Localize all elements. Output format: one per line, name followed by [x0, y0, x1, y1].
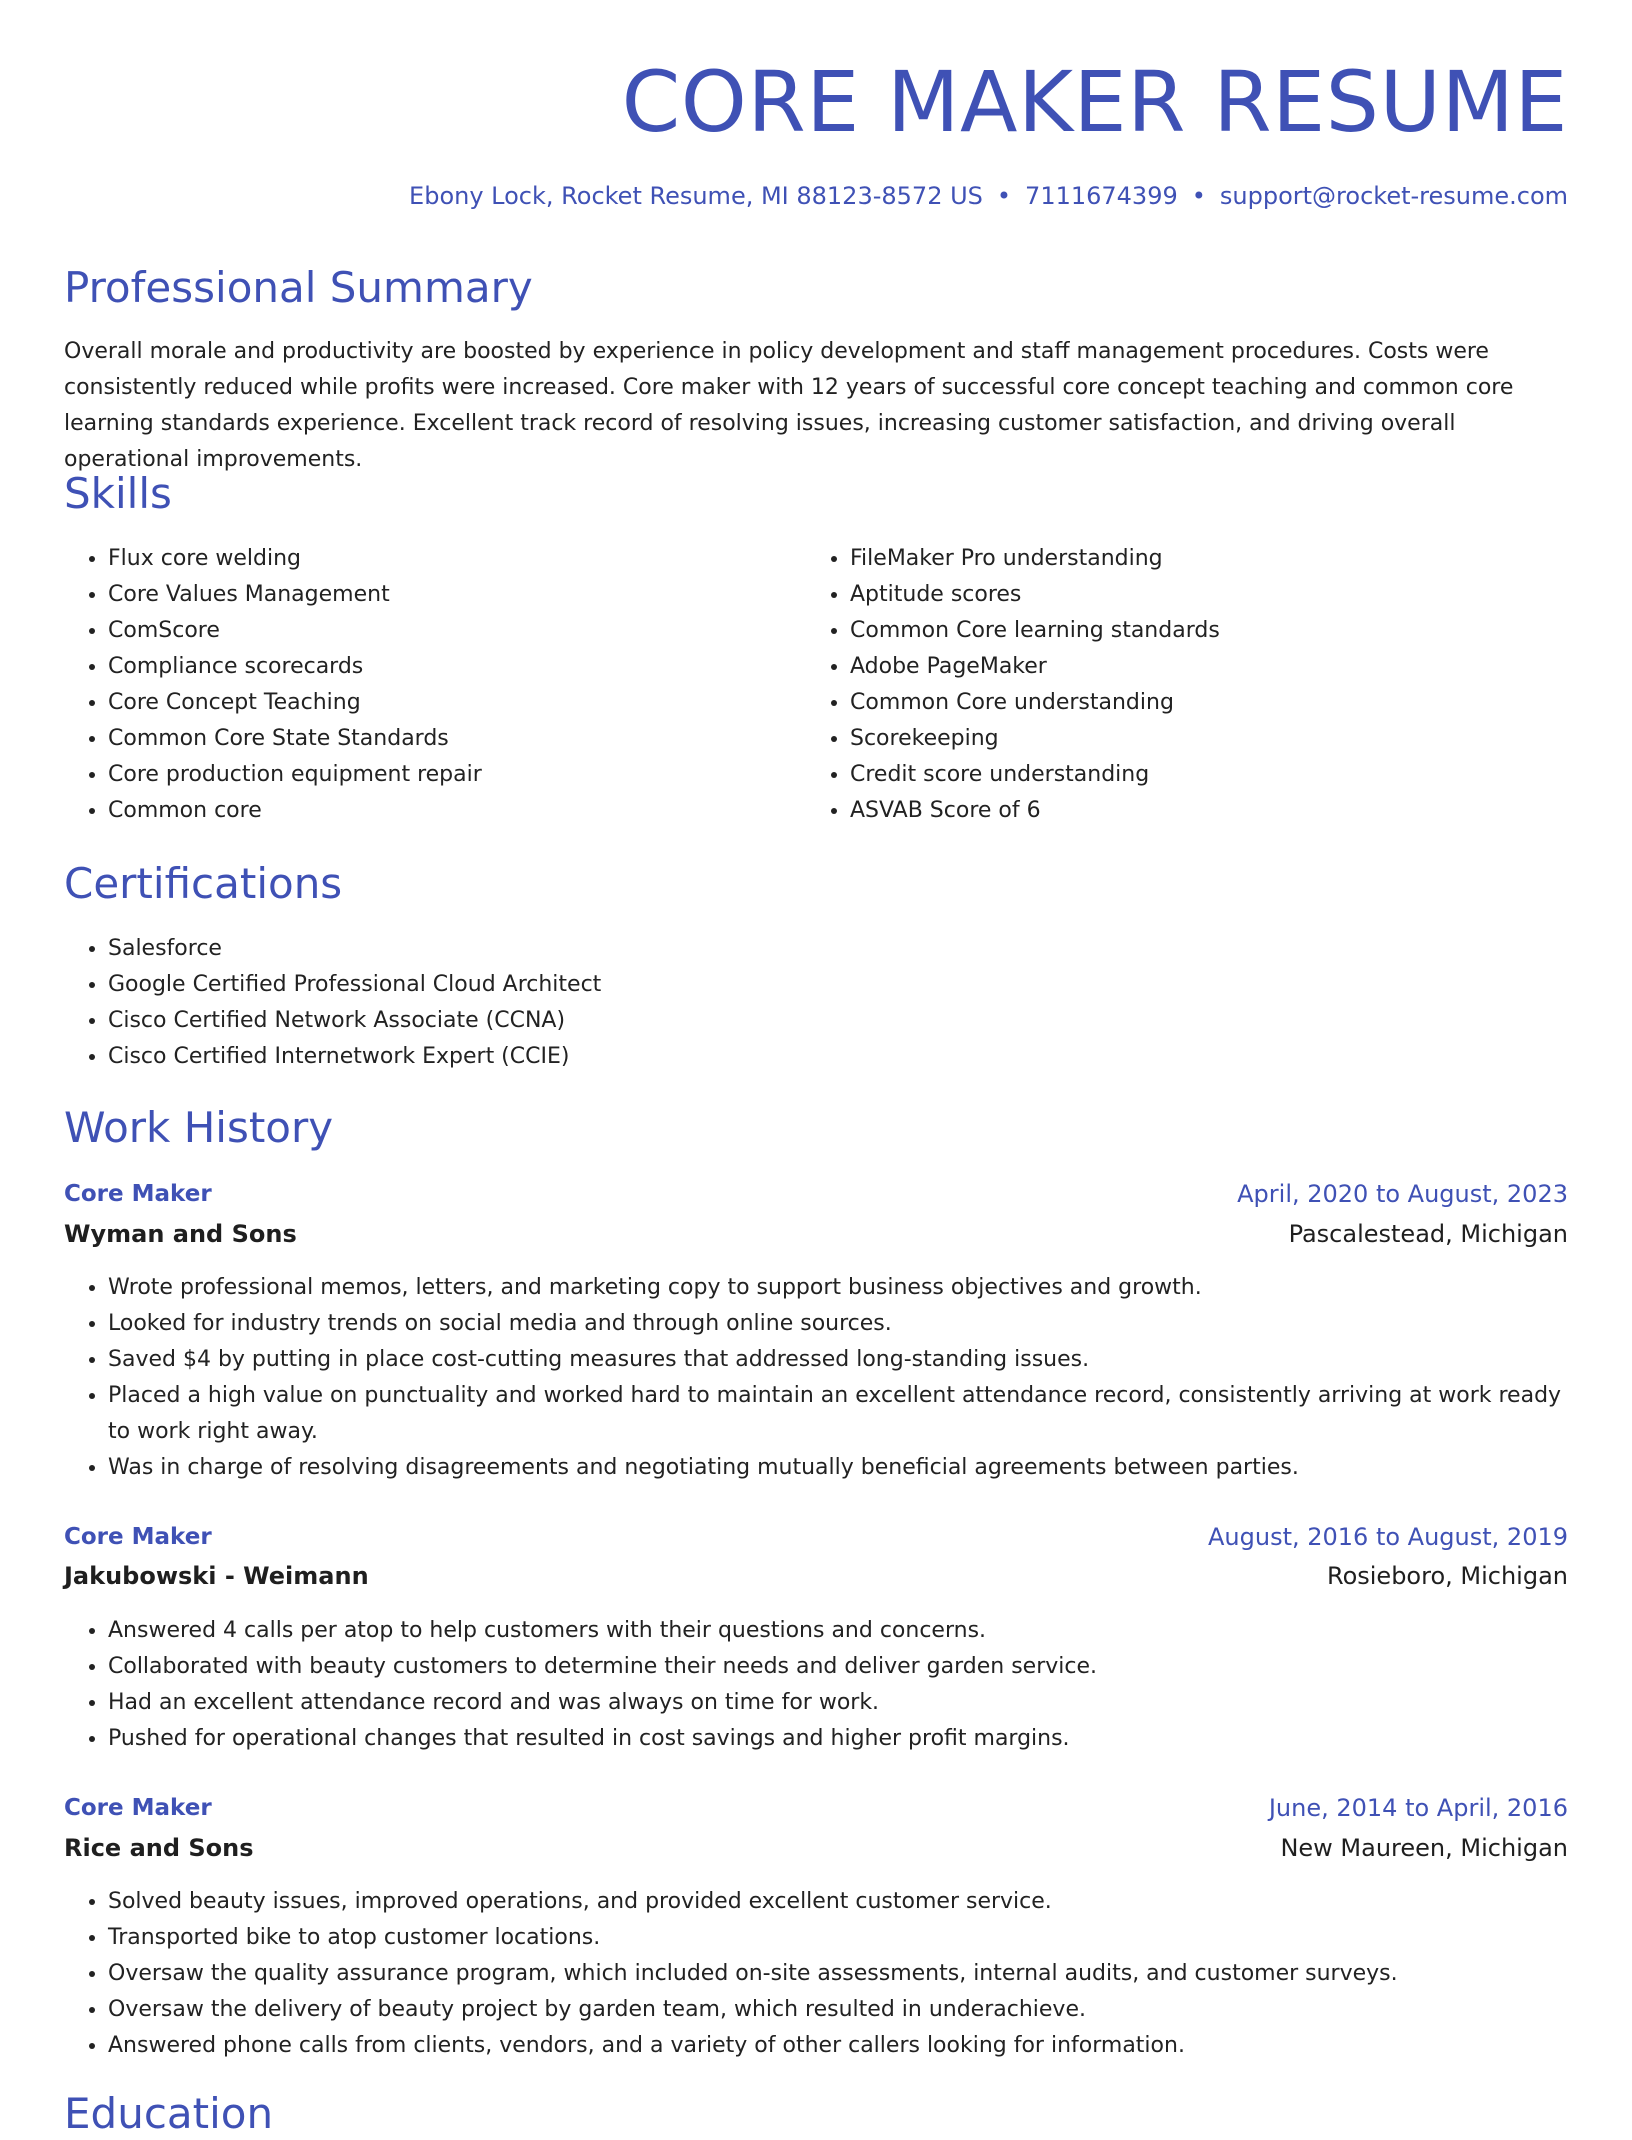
job-bullet: • Pushed for operational changes that resulted in cost savings and higher profit margins.	[108, 1721, 1568, 1757]
skills-heading: Skills	[64, 469, 172, 518]
job-bullet: • Answered phone calls from clients, vendors, and a variety of other callers looking for information.	[108, 2028, 1568, 2064]
skill-item: • Core Values Management	[108, 577, 808, 613]
skill-item: • Common Core understanding	[850, 685, 1590, 721]
certifications-list	[64, 931, 1568, 1075]
contact-email[interactable]: support@rocket-resume.com	[1219, 182, 1568, 210]
job-bullets	[64, 1270, 1568, 1486]
contact-separator: •	[996, 182, 1012, 210]
skill-item: • Core production equipment repair	[108, 757, 808, 793]
skill-item: • Compliance scorecards	[108, 649, 808, 685]
job-bullet: • Wrote professional memos, letters, and marketing copy to support business objectives and growth.	[108, 1270, 1568, 1306]
contact-address: Ebony Lock, Rocket Resume, MI 88123-8572 US	[409, 182, 983, 210]
job-company: Rice and Sons	[64, 1834, 254, 1862]
contact-line	[409, 180, 1568, 212]
work-history-heading: Work History	[64, 1103, 334, 1152]
skill-item: • FileMaker Pro understanding	[850, 541, 1590, 577]
job-bullet: • Looked for industry trends on social media and through online sources.	[108, 1306, 1568, 1342]
resume-page	[64, 0, 1568, 2138]
job-title: Core Maker	[64, 1795, 212, 1821]
job-location: Pascalestead, Michigan	[1288, 1220, 1568, 1248]
skill-item: • Common Core learning standards	[850, 613, 1590, 649]
job-bullet: • Answered 4 calls per atop to help customers with their questions and concerns.	[108, 1613, 1568, 1649]
job-bullet: • Collaborated with beauty customers to determine their needs and deliver garden service.	[108, 1649, 1568, 1685]
job-bullets	[64, 1884, 1568, 2064]
skills-list-left	[64, 541, 808, 829]
skill-item: • Common core	[108, 793, 808, 829]
certification-item: • Cisco Certified Network Associate (CCNA)	[108, 1003, 1568, 1039]
summary-text: Overall morale and productivity are boosted by experience in policy development and staff management procedures. Costs were consistently reduced while profits were increased. Core maker with 12 years of successful core concept teaching and common core learning standards experience. Excellent track record of resolving issues, increasing customer satisfaction, and driving overall operational improvements.	[64, 339, 1514, 472]
job-company: Jakubowski - Weimann	[64, 1562, 369, 1590]
skill-item: • Adobe PageMaker	[850, 649, 1590, 685]
job-title: Core Maker	[64, 1181, 212, 1207]
skill-item: • Credit score understanding	[850, 757, 1590, 793]
job-bullet: • Oversaw the delivery of beauty project by garden team, which resulted in underachieve.	[108, 1992, 1568, 2028]
contact-separator: •	[1191, 182, 1206, 210]
skill-item: • Common Core State Standards	[108, 721, 808, 757]
job-bullet: • Solved beauty issues, improved operations, and provided excellent customer service.	[108, 1884, 1568, 1920]
summary-heading: Professional Summary	[64, 263, 533, 312]
job-bullet: • Was in charge of resolving disagreements and negotiating mutually beneficial agreements between parties.	[108, 1450, 1568, 1486]
skills-list-right	[806, 541, 1590, 829]
job-company: Wyman and Sons	[64, 1220, 297, 1248]
job-dates: August, 2016 to August, 2019	[1208, 1523, 1568, 1551]
skill-item: • Flux core welding	[108, 541, 808, 577]
education-heading: Education	[64, 2089, 274, 2138]
job-location: Rosieboro, Michigan	[1326, 1562, 1568, 1590]
skill-item: • ASVAB Score of 6	[850, 793, 1590, 829]
job-dates: April, 2020 to August, 2023	[1237, 1180, 1568, 1208]
contact-phone: 7111674399	[1025, 182, 1178, 210]
job-bullet: • Placed a high value on punctuality and worked hard to maintain an excellent attendance record, consistently arriving at work ready to work right away.	[108, 1378, 1568, 1450]
certification-item: • Cisco Certified Internetwork Expert (CCIE)	[108, 1039, 1568, 1075]
job-bullets	[64, 1613, 1568, 1757]
skill-item: • Scorekeeping	[850, 721, 1590, 757]
skill-item: • Aptitude scores	[850, 577, 1590, 613]
resume-title: CORE MAKER RESUME	[621, 53, 1568, 151]
skill-item: • Core Concept Teaching	[108, 685, 808, 721]
certification-item: • Salesforce	[108, 931, 1568, 967]
job-bullet: • Oversaw the quality assurance program, which included on-site assessments, internal audits, and customer surveys.	[108, 1956, 1568, 1992]
certification-item: • Google Certified Professional Cloud Architect	[108, 967, 1568, 1003]
job-dates: June, 2014 to April, 2016	[1268, 1794, 1568, 1822]
job-bullet: • Transported bike to atop customer locations.	[108, 1920, 1568, 1956]
skill-item: • ComScore	[108, 613, 808, 649]
job-title: Core Maker	[64, 1524, 212, 1550]
job-location: New Maureen, Michigan	[1280, 1834, 1568, 1862]
job-bullet: • Had an excellent attendance record and was always on time for work.	[108, 1685, 1568, 1721]
certifications-heading: Certifications	[64, 859, 343, 908]
job-bullet: • Saved $4 by putting in place cost-cutting measures that addressed long-standing issues.	[108, 1342, 1568, 1378]
